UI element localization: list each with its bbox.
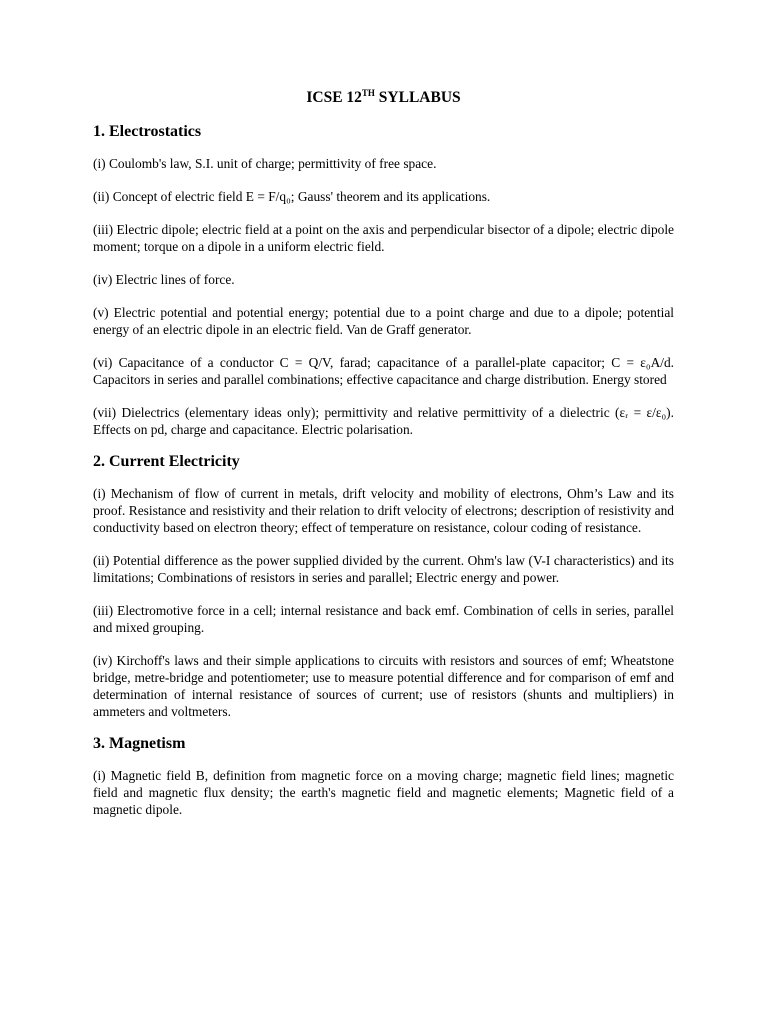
document-title: [93, 88, 674, 108]
title-main: ICSE 12: [306, 89, 362, 106]
syllabus-item: (i) Mechanism of flow of current in metals, drift velocity and mobility of electrons, Ohm’s Law and its proof. Resistance and resistivity and their relation to drift velocity of electrons; description of resistivity and conductivity based on electron theory; effect of temperature on resistance, colour coding of resistance.: [93, 486, 674, 535]
syllabus-item: (iii) Electromotive force in a cell; internal resistance and back emf. Combination of cells in series, parallel and mixed grouping.: [93, 603, 674, 635]
syllabus-item: (ii) Potential difference as the power supplied divided by the current. Ohm's law (V-I characteristics) and its limitations; Combinations of resistors in series and parallel; Electric energy and power.: [93, 553, 674, 585]
section-magnetism: [93, 734, 674, 818]
title-superscript: TH: [361, 88, 375, 98]
syllabus-item: (iii) Electric dipole; electric field at a point on the axis and perpendicular bisector of a dipole; electric dipole moment; torque on a dipole in a uniform electric field.: [93, 222, 674, 254]
syllabus-item: (i) Coulomb's law, S.I. unit of charge; permittivity of free space.: [93, 156, 437, 171]
section-electrostatics: [93, 122, 674, 438]
syllabus-item: (iv) Electric lines of force.: [93, 272, 235, 287]
section-heading: 1. Electrostatics: [93, 123, 202, 140]
syllabus-item: (v) Electric potential and potential energy; potential due to a point charge and due to a dipole; potential energy of an electric dipole in an electric field. Van de Graff generator.: [93, 305, 674, 337]
section-current-electricity: [93, 452, 674, 720]
syllabus-item: (vii) Dielectrics (elementary ideas only); permittivity and relative permittivity of a dielectric (εᵣ = ε/ε₀). Effects on pd, charge and capacitance. Electric polarisation.: [93, 405, 674, 437]
syllabus-document: [93, 88, 674, 834]
syllabus-item: (i) Magnetic field B, definition from magnetic force on a moving charge; magnetic field lines; magnetic field and magnetic flux density; the earth's magnetic field and magnetic elements; Magnetic field of a magnetic dipole.: [93, 768, 674, 817]
syllabus-item: (ii) Concept of electric field E = F/q₀; Gauss' theorem and its applications.: [93, 189, 491, 204]
title-rest: SYLLABUS: [374, 89, 461, 106]
syllabus-item: (iv) Kirchoff's laws and their simple applications to circuits with resistors and sources of emf; Wheatstone bridge, metre-bridge and potentiometer; use to measure potential difference and for comparison of emf and determination of internal resistance of sources of current; use of resistors (shunts and multipliers) in ammeters and voltmeters.: [93, 653, 674, 719]
section-heading: 3. Magnetism: [93, 735, 186, 752]
syllabus-item: (vi) Capacitance of a conductor C = Q/V, farad; capacitance of a parallel-plate capacitor; C = ε₀A/d. Capacitors in series and parallel combinations; effective capacitance and charge distribution. Energy stored: [93, 355, 674, 387]
section-heading: 2. Current Electricity: [93, 453, 240, 470]
